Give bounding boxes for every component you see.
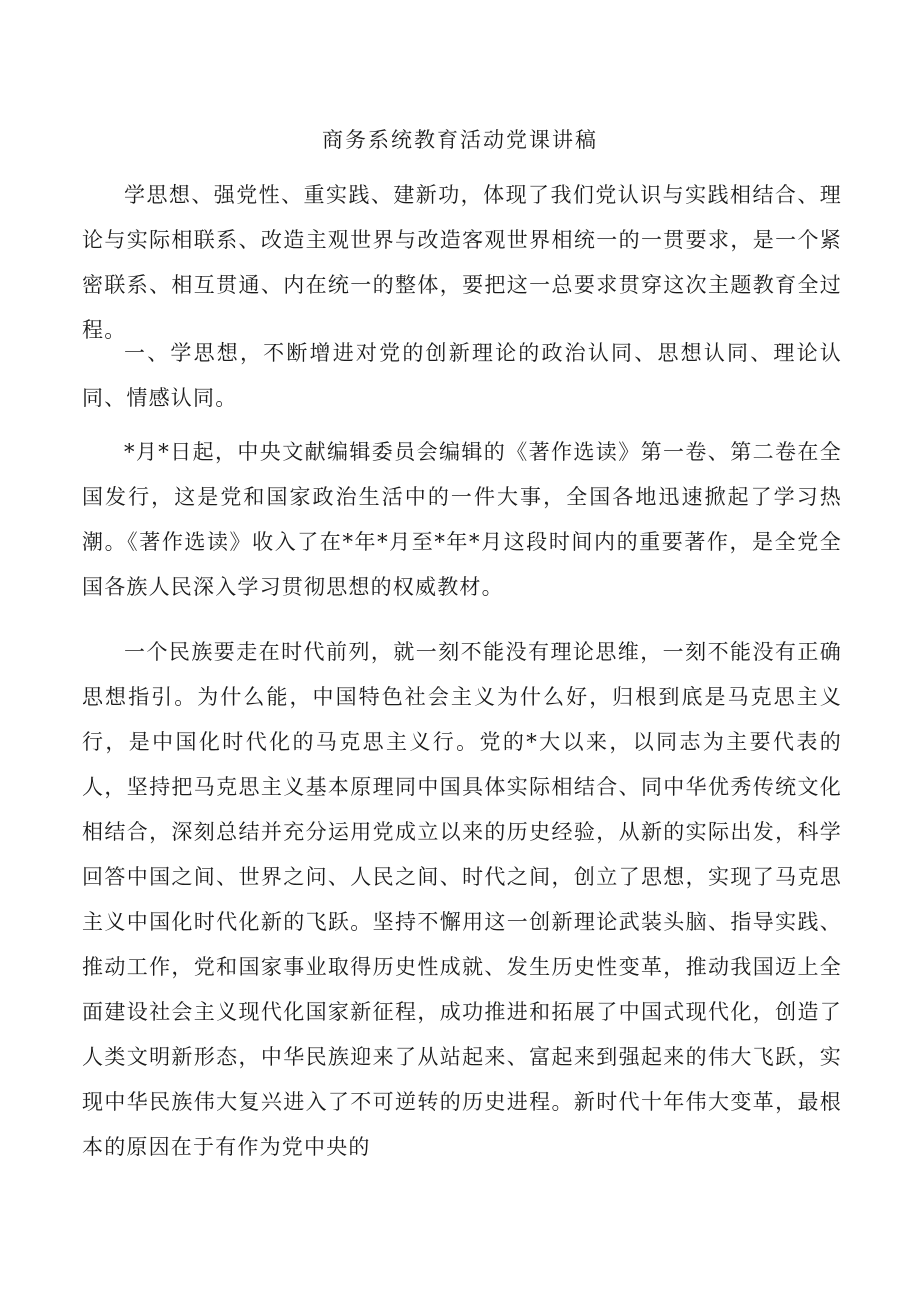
- paragraph-theory: 一个民族要走在时代前列，就一刻不能没有理论思维，一刻不能没有正确思想指引。为什么能，中国特色社会主义为什么好，归根到底是马克思主义行，是中国化时代化的马克思主义行。党的*大以来，以同志为主要代表的人，坚持把马克思主义基本原理同中国具体实际相结合、同中华优秀传统文化相结合，深刻总结并充分运用党成立以来的历史经验，从新的实际出发，科学回答中国之间、世界之问、人民之间、时代之间，创立了思想，实现了马克思主义中国化时代化新的飞跃。坚持不懈用这一创新理论武装头脑、指导实践、推动工作，党和国家事业取得历史性成就、发生历史性变革，推动我国迈上全面建设社会主义现代化国家新征程，成功推进和拓展了中国式现代化，创造了人类文明新形态，中华民族迎来了从站起来、富起来到强起来的伟大飞跃，实现中华民族伟大复兴进入了不可逆转的历史进程。新时代十年伟大变革，最根本的原因在于有作为党中央的: [82, 640, 842, 1159]
- document-title: 商务系统教育活动党课讲稿: [322, 128, 598, 152]
- section-heading-1: 一、学思想，不断增进对党的创新理论的政治认同、思想认同、理论认同、情感认同。: [82, 341, 842, 410]
- paragraph-selected-works: *月*日起，中央文献编辑委员会编辑的《著作选读》第一卷、第二卷在全国发行，这是党和国家政治生活中的一件大事，全国各地迅速掀起了学习热潮。《著作选读》收入了在*年*月至*年*月这段时间内的重要著作，是全党全国各族人民深入学习贯彻思想的权威教材。: [82, 440, 842, 599]
- paragraph-intro: 学思想、强党性、重实践、建新功，体现了我们党认识与实践相结合、理论与实际相联系、改造主观世界与改造客观世界相统一的一贯要求，是一个紧密联系、相互贯通、内在统一的整体，要把这一总要求贯穿这次主题教育全过程。: [82, 183, 842, 342]
